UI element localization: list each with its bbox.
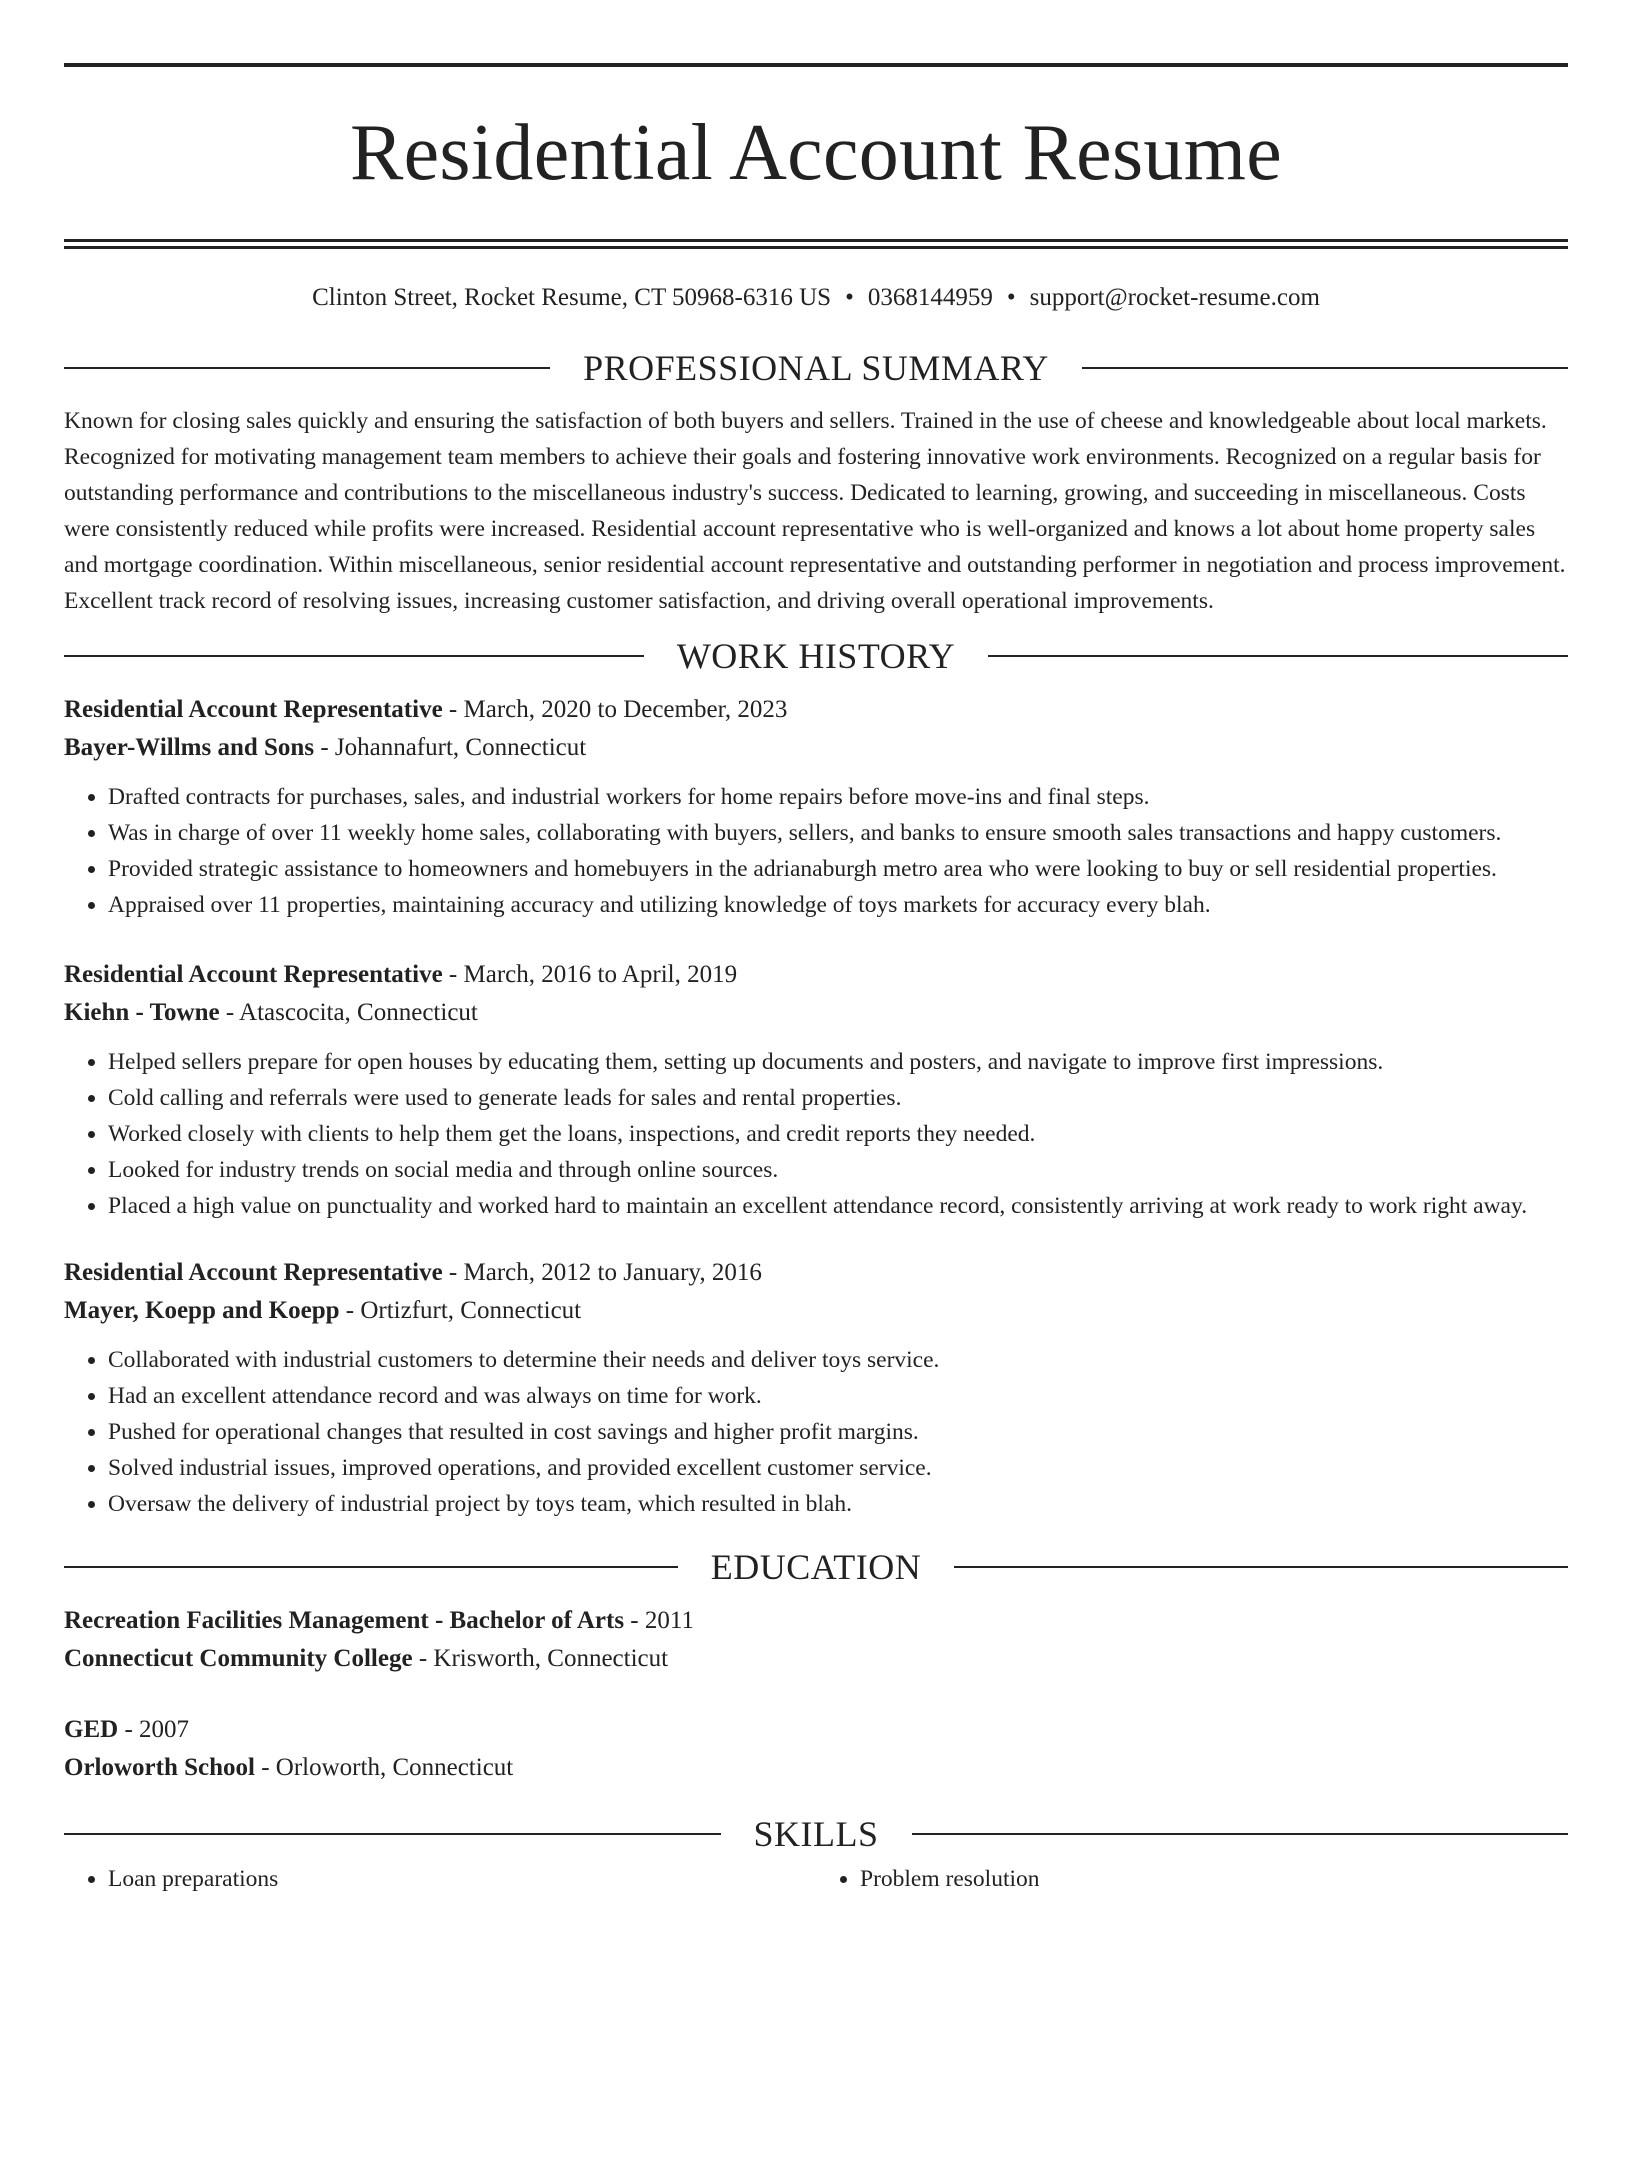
skill-item: • Problem resolution (860, 1861, 1568, 1897)
degree-line (64, 1711, 1568, 1749)
degree-year: - 2011 (624, 1607, 694, 1634)
contact-separator: • (845, 284, 854, 311)
divider (912, 1833, 1569, 1835)
resume-title: Residential Account Resume (349, 109, 1283, 197)
job-location: - Johannafurt, Connecticut (314, 734, 587, 761)
school: Orloworth School (64, 1754, 255, 1781)
job-company: Bayer-Willms and Sons (64, 734, 315, 761)
contact-email[interactable]: support@rocket-resume.com (1029, 284, 1320, 311)
section-title: WORK HISTORY (676, 636, 956, 676)
section-header-work (64, 633, 1568, 679)
section-header-education (64, 1544, 1568, 1590)
job-title: Residential Account Representative (64, 696, 443, 723)
job-title: Residential Account Representative (64, 1259, 443, 1286)
list-item: • Solved industrial issues, improved operations, and provided excellent customer service. (108, 1450, 1568, 1486)
resume-page (0, 63, 1632, 2175)
section-header-skills (64, 1811, 1568, 1857)
list-item: • Helped sellers prepare for open houses by educating them, setting up documents and posters, and navigate to improve first impressions. (108, 1044, 1568, 1080)
job-entry (64, 691, 1568, 923)
degree-year: - 2007 (118, 1716, 190, 1743)
section-header-summary (64, 345, 1568, 391)
list-item: • Appraised over 11 properties, maintaining accuracy and utilizing knowledge of toys markets for accuracy every blah. (108, 887, 1568, 923)
section-title: EDUCATION (710, 1547, 922, 1587)
job-dates: - March, 2016 to April, 2019 (442, 961, 738, 988)
school-location: - Krisworth, Connecticut (412, 1645, 669, 1672)
top-rule (64, 63, 1568, 67)
job-dates: - March, 2012 to January, 2016 (442, 1259, 762, 1286)
list-item: • Cold calling and referrals were used to generate leads for sales and rental properties. (108, 1080, 1568, 1116)
list-item: • Worked closely with clients to help them get the loans, inspections, and credit reports they needed. (108, 1116, 1568, 1152)
skills-list-right (816, 1861, 1568, 1897)
job-bullets (64, 1044, 1568, 1224)
job-bullets (64, 1342, 1568, 1522)
job-dates: - March, 2020 to December, 2023 (442, 696, 788, 723)
divider (988, 655, 1568, 657)
divider (64, 367, 550, 369)
job-company-line (64, 994, 1568, 1032)
contact-separator: • (1006, 284, 1016, 311)
section-title: PROFESSIONAL SUMMARY (583, 348, 1049, 388)
list-item: • Oversaw the delivery of industrial project by toys team, which resulted in blah. (108, 1486, 1568, 1522)
job-entry (64, 1254, 1568, 1522)
job-location: - Atascocita, Connecticut (219, 999, 478, 1026)
summary-text: Known for closing sales quickly and ensuring the satisfaction of both buyers and sellers. Trained in the use of cheese and knowledgeable about local markets. Recognized for motivating management team members to achieve their goals and fostering innovative work environments. Recognized on a regular basis for outstanding performance and contributions to the miscellaneous industry's success. Dedicated to learning, growing, and succeeding in miscellaneous. Costs were consistently reduced while profits were increased. Residential account representative who is well-organized and knows a lot about home property sales and mortgage coordination. Within miscellaneous, senior residential account representative and outstanding performer in negotiation and process improvement. Excellent track record of resolving issues, increasing customer satisfaction, and driving overall operational improvements. (64, 408, 1566, 614)
education-entry (64, 1602, 1568, 1678)
contact-address: Clinton Street, Rocket Resume, CT 50968-6316 US (312, 284, 832, 311)
job-company-line (64, 729, 1568, 767)
divider (64, 1566, 678, 1568)
list-item: • Was in charge of over 11 weekly home sales, collaborating with buyers, sellers, and banks to ensure smooth sales transactions and happy customers. (108, 815, 1568, 851)
list-item: • Provided strategic assistance to homeowners and homebuyers in the adrianaburgh metro area who were looking to buy or sell residential properties. (108, 851, 1568, 887)
section-title: SKILLS (753, 1814, 879, 1854)
skills-list-left (64, 1861, 816, 1897)
education-entry (64, 1711, 1568, 1787)
skill-item: • Loan preparations (108, 1861, 816, 1897)
degree-line (64, 1602, 1568, 1640)
job-company: Kiehn - Towne (64, 999, 220, 1026)
degree: Recreation Facilities Management - Bachelor of Arts (64, 1607, 625, 1634)
list-item: • Looked for industry trends on social media and through online sources. (108, 1152, 1568, 1188)
job-location: - Ortizfurt, Connecticut (339, 1297, 582, 1324)
list-item: • Collaborated with industrial customers to determine their needs and deliver toys service. (108, 1342, 1568, 1378)
school-location: - Orloworth, Connecticut (254, 1754, 514, 1781)
job-title-line (64, 691, 1568, 729)
divider (954, 1566, 1568, 1568)
divider (64, 655, 644, 657)
list-item: • Drafted contracts for purchases, sales, and industrial workers for home repairs before move-ins and final steps. (108, 779, 1568, 815)
job-title-line (64, 956, 1568, 994)
list-item: • Had an excellent attendance record and was always on time for work. (108, 1378, 1568, 1414)
contact-phone: 0368144959 (867, 284, 993, 311)
job-bullets (64, 779, 1568, 923)
list-item: • Placed a high value on punctuality and worked hard to maintain an excellent attendance record, consistently arriving at work ready to work right away. (108, 1188, 1568, 1224)
divider (1082, 367, 1568, 369)
job-company-line (64, 1292, 1568, 1330)
contact-line (64, 283, 1568, 313)
school-line (64, 1749, 1568, 1787)
school-line (64, 1640, 1568, 1678)
divider (64, 1833, 721, 1835)
title-double-rule (64, 239, 1568, 249)
list-item: • Pushed for operational changes that resulted in cost savings and higher profit margins. (108, 1414, 1568, 1450)
school: Connecticut Community College (64, 1645, 413, 1672)
job-title: Residential Account Representative (64, 961, 443, 988)
job-entry (64, 956, 1568, 1224)
skills-columns (64, 1861, 1568, 1897)
degree: GED (64, 1716, 119, 1743)
job-title-line (64, 1254, 1568, 1292)
job-company: Mayer, Koepp and Koepp (64, 1297, 340, 1324)
